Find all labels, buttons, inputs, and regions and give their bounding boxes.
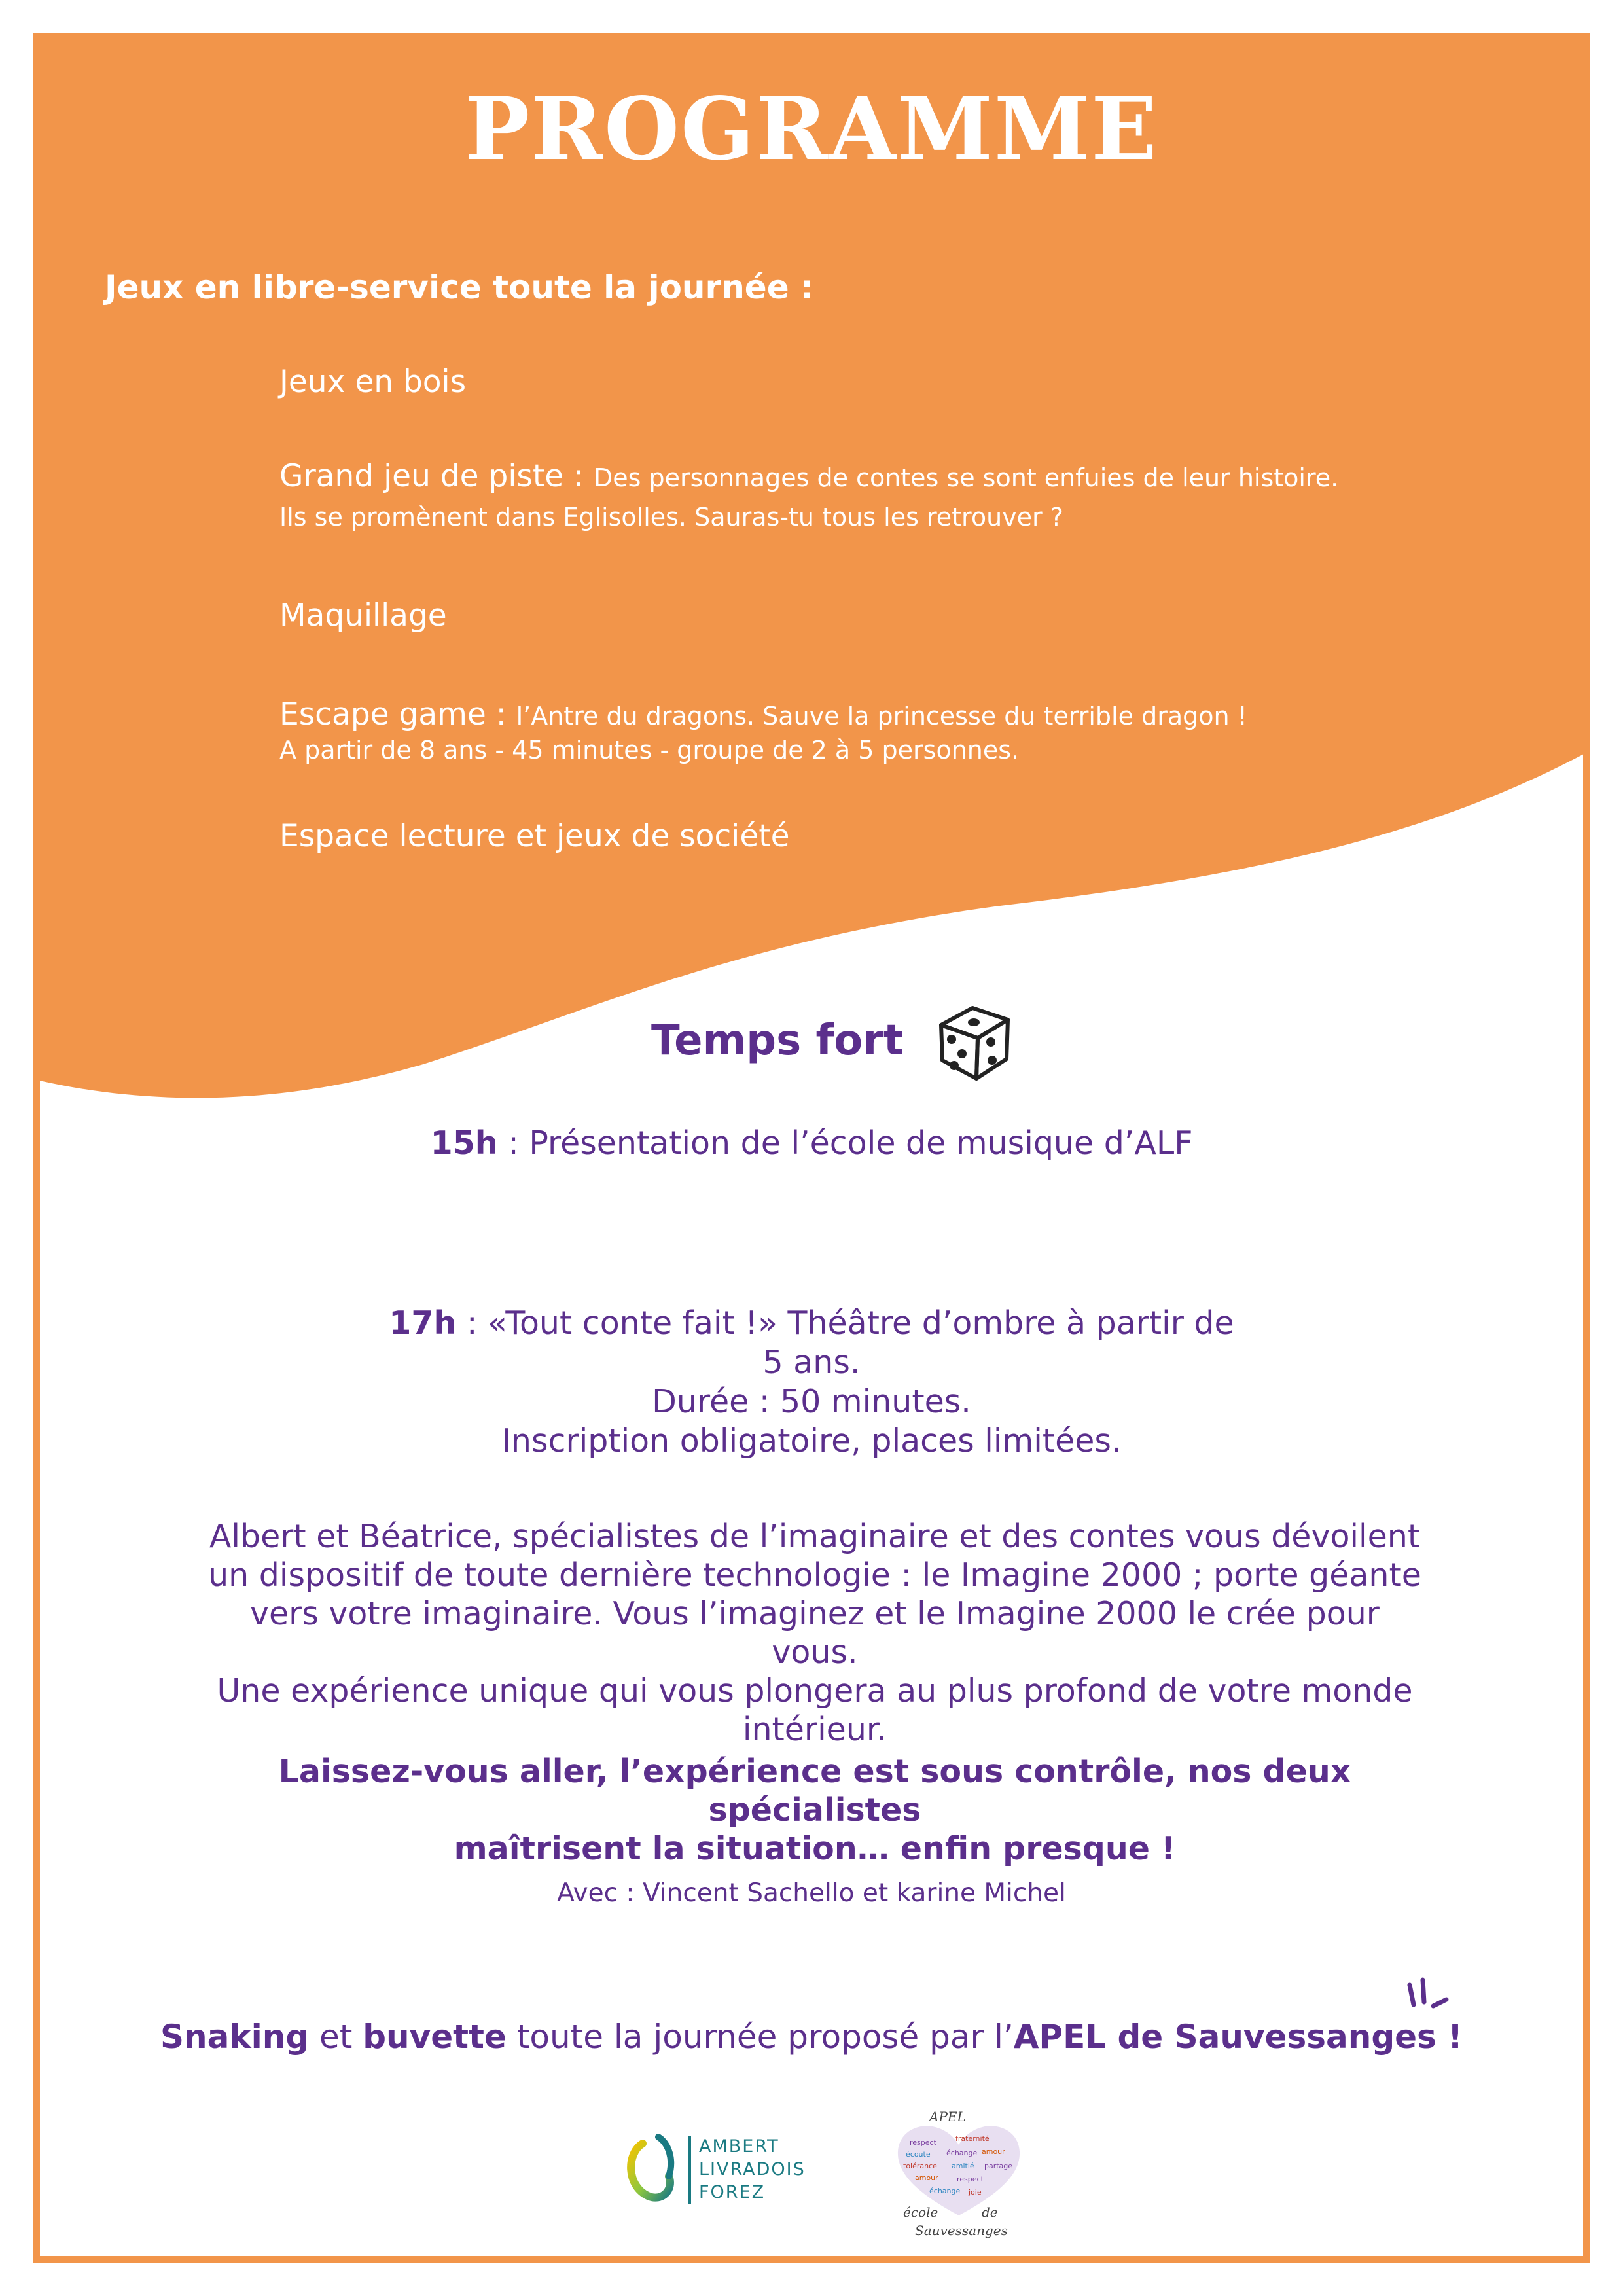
apel-logo-school: école <box>903 2204 938 2220</box>
svg-text:joie: joie <box>969 2188 982 2197</box>
page-title: PROGRAMME <box>465 79 1158 180</box>
alf-logo-line: FOREZ <box>699 2182 766 2202</box>
item-espace-lecture <box>279 818 790 854</box>
performers-credit: Avec : Vincent Sachello et karine Michel <box>557 1878 1066 1908</box>
item-maquillage <box>279 598 447 634</box>
buvette-text: buvette <box>363 2018 507 2056</box>
svg-text:respect: respect <box>957 2175 984 2183</box>
event-text: : «Tout conte fait !» Théâtre d’ombre à partir de <box>456 1304 1234 1342</box>
alf-logo-line: AMBERT <box>699 2136 779 2157</box>
snacking-line <box>0 2018 1623 2056</box>
svg-text:écoute: écoute <box>906 2150 931 2159</box>
item-escape-game <box>279 696 1247 732</box>
description-line: un dispositif de toute dernière technologie : le Imagine 2000 ; porte géante <box>208 1556 1421 1594</box>
item-jeu-de-piste <box>279 458 1338 494</box>
svg-text:respect: respect <box>910 2138 936 2147</box>
svg-text:partage: partage <box>984 2162 1013 2170</box>
description-line: intérieur. <box>742 1711 887 1748</box>
show-description <box>203 1517 1427 1749</box>
svg-text:amour: amour <box>982 2147 1005 2156</box>
event-time: 17h <box>389 1304 457 1342</box>
tagline-line: Laissez-vous aller, l’expérience est sous contrôle, nos deux spécialistes <box>278 1753 1351 1829</box>
connector-text: et <box>309 2018 363 2056</box>
alf-logo-mark <box>623 2130 695 2209</box>
apel-logo-name: Sauvessanges <box>915 2223 1008 2238</box>
event-17h-line2: 5 ans. <box>762 1344 861 1381</box>
tagline <box>203 1752 1427 1868</box>
svg-text:amour: amour <box>915 2174 938 2182</box>
item-jeux-en-bois <box>279 364 466 400</box>
svg-text:tolérance: tolérance <box>903 2162 937 2170</box>
svg-text:amitié: amitié <box>952 2162 974 2170</box>
svg-text:fraternité: fraternité <box>955 2134 990 2143</box>
apel-logo-de: de <box>982 2204 998 2220</box>
apel-logo <box>883 2104 1034 2242</box>
dice-icon <box>928 1000 1020 1085</box>
sparkle-icon <box>1400 1973 1453 2019</box>
apel-logo-title: APEL <box>929 2109 966 2125</box>
alf-logo-text <box>699 2135 806 2204</box>
svg-text:échange: échange <box>929 2187 961 2195</box>
description-line: Une expérience unique qui vous plongera au plus profond de votre monde <box>217 1672 1413 1710</box>
item-description-line2: Ils se promènent dans Eglisolles. Sauras-tu tous les retrouver ? <box>279 503 1063 531</box>
svg-text:échange: échange <box>946 2149 978 2157</box>
event-17h <box>0 1304 1623 1343</box>
event-text: : Présentation de l’école de musique d’ALF <box>497 1124 1193 1162</box>
item-label: Grand jeu de piste : <box>279 458 584 494</box>
section-heading: Jeux en libre-service toute la journée : <box>105 268 814 306</box>
description-line: vers votre imaginaire. Vous l’imaginez et le Imagine 2000 le crée pour vous. <box>250 1595 1380 1671</box>
description-line: Albert et Béatrice, spécialistes de l’imaginaire et des contes vous dévoilent <box>209 1518 1421 1555</box>
temps-fort-title: Temps fort <box>651 1016 904 1065</box>
event-17h-registration: Inscription obligatoire, places limitées. <box>501 1422 1122 1460</box>
tagline-line: maîtrisent la situation… enfin presque ! <box>454 1830 1176 1867</box>
item-description: Des personnages de contes se sont enfuies de leur histoire. <box>593 463 1339 492</box>
event-time: 15h <box>430 1124 498 1162</box>
item-label: Escape game : <box>279 696 507 732</box>
item-description-line2: A partir de 8 ans - 45 minutes - groupe de 2 à 5 personnes. <box>279 736 1020 764</box>
event-15h <box>0 1124 1623 1163</box>
event-17h-duration: Durée : 50 minutes. <box>652 1383 971 1420</box>
item-label: Espace lecture et jeux de société <box>279 818 790 854</box>
item-description: l’Antre du dragons. Sauve la princesse du terrible dragon ! <box>516 702 1247 730</box>
apel-text: APEL de Sauvessanges ! <box>1013 2018 1463 2056</box>
item-label: Maquillage <box>279 598 447 634</box>
middle-text: toute la journée proposé par l’ <box>506 2018 1014 2056</box>
snaking-text: Snaking <box>160 2018 310 2056</box>
alf-logo-line: LIVRADOIS <box>699 2159 806 2179</box>
item-label: Jeux en bois <box>279 364 467 400</box>
